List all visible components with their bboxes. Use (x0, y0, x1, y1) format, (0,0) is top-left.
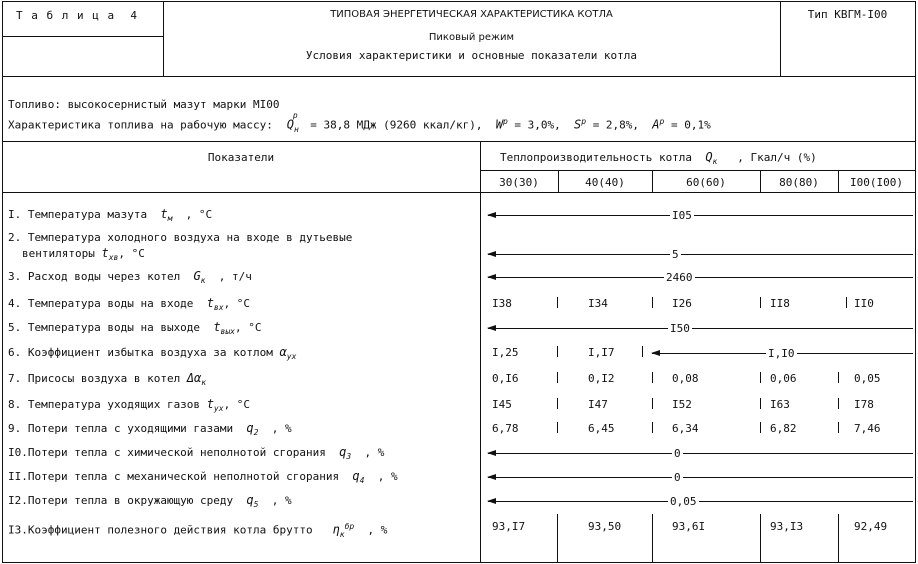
row-8-tick-4 (838, 398, 839, 409)
row-7-val-4: 0,06 (770, 372, 797, 385)
row-8-val-1: I45 (492, 398, 512, 411)
row-12-span-value: 0,05 (670, 495, 697, 508)
row-13-label: I3.Коэффициент полезного действия котла брутто $\eta_к^{бр}$ , % (8, 522, 388, 539)
row-13-val-1: 93,I7 (492, 520, 526, 533)
row-7-tick-2 (652, 372, 653, 383)
q-symbol: Q (279, 117, 294, 132)
row-4-val-4: II8 (770, 297, 790, 310)
row-6-tick-2 (642, 346, 643, 357)
row-5-span-value: I50 (670, 322, 690, 335)
row-5-label: 5. Температура воды на выходе $t_{вых}$, °С (8, 320, 262, 337)
row-7-val-3: 0,08 (672, 372, 699, 385)
row-9-tick-1 (557, 422, 558, 433)
row-13-val-3: 93,6I (672, 520, 706, 533)
row-9-val-1: 6,78 (492, 422, 519, 435)
row-4-tick-2 (652, 297, 653, 308)
row-1-label: I. Температура мазута $t_м$ , °С (8, 207, 213, 224)
border-loads-top (480, 170, 916, 171)
fuel-heat-value: = 38,8 МДж (9260 ккал/кг), (310, 118, 483, 132)
row-13-val-5: 92,49 (854, 520, 888, 533)
row-4-val-2: I34 (588, 297, 608, 310)
row-9-tick-3 (760, 422, 761, 433)
row-11-span-line (488, 477, 913, 478)
fuel-s-value: = 2,8%, (592, 118, 640, 132)
row-10-label: I0.Потери тепла с химической неполнотой сгорания $q_3$ , % (8, 445, 385, 462)
row-6-val-1: I,25 (492, 346, 519, 359)
column-divider-main (480, 141, 481, 562)
row-3-span-line (488, 277, 913, 278)
border-fuel-bottom (2, 141, 916, 142)
row-13-val-4: 93,I3 (770, 520, 804, 533)
row-4-val-1: I38 (492, 297, 512, 310)
row-7-val-1: 0,I6 (492, 372, 519, 385)
row-6-span-value: I,I0 (768, 347, 795, 360)
row-8-tick-3 (760, 398, 761, 409)
row-7-tick-1 (557, 372, 558, 383)
s-symbol: S (574, 117, 582, 132)
row-13-tick-4 (838, 514, 839, 562)
row-9-val-4: 6,82 (770, 422, 797, 435)
row-10-span-value: 0 (674, 447, 681, 460)
row-8-label: 8. Температура уходящих газов $t_{ух}$, °С (8, 397, 251, 414)
table-title: ТИПОВАЯ ЭНЕРГЕТИЧЕСКАЯ ХАРАКТЕРИСТИКА КОТЛА (330, 9, 613, 20)
row-12-label: I2.Потери тепла в окружающую среду $q_5$ , % (8, 493, 292, 510)
row-4-label: 4. Температура воды на входе $t_{вх}$, °С (8, 296, 251, 313)
row-4-val-5: II0 (854, 297, 874, 310)
row-9-tick-4 (838, 422, 839, 433)
row-2-label-cont: вентиляторы $t_{хв}$, °С (22, 246, 145, 263)
row-1-span-line (488, 215, 913, 216)
row-12-span-line (488, 501, 913, 502)
row-8-tick-1 (557, 398, 558, 409)
a-symbol: A (652, 117, 660, 132)
border-loads-bottom (2, 192, 916, 193)
load-col-1: 30(30) (499, 176, 539, 189)
row-8-val-3: I52 (672, 398, 692, 411)
row-1-span-value: I05 (672, 209, 692, 222)
table-label: Т а б л и ц а 4 (16, 9, 138, 22)
row-13-val-2: 93,50 (588, 520, 622, 533)
load-col-2: 40(40) (585, 176, 625, 189)
load-col-5: I00(I00) (850, 176, 903, 189)
row-11-span-value: 0 (674, 471, 681, 484)
capacity-header: Теплопроизводительность котла $Q_к$ , Гкал/ч (%) (500, 150, 817, 167)
fuel-a-value: = 0,1% (670, 118, 711, 132)
row-8-val-5: I78 (854, 398, 874, 411)
row-7-label: 7. Присосы воздуха в котел $\Delta\alpha_к$ (8, 371, 207, 388)
border-left (2, 1, 3, 563)
row-7-val-2: 0,I2 (588, 372, 615, 385)
row-9-val-5: 7,46 (854, 422, 881, 435)
row-10-span-line (488, 453, 913, 454)
row-4-val-3: I26 (672, 297, 692, 310)
row-8-val-2: I47 (588, 398, 608, 411)
row-8-val-4: I63 (770, 398, 790, 411)
table-subtitle: Пиковый режим (428, 32, 515, 43)
row-13-tick-3 (760, 514, 761, 562)
row-5-span-line (488, 328, 913, 329)
row-6-label: 6. Коэффициент избытка воздуха за котлом $\alpha_{ух}$ (8, 345, 297, 362)
row-7-tick-4 (838, 372, 839, 383)
table-conditions: Условия характеристики и основные показатели котла (305, 49, 638, 62)
row-4-tick-1 (557, 297, 558, 308)
fuel-line-1: Топливо: высокосернистый мазут марки МI00 (8, 98, 280, 111)
row-4-tick-3 (760, 297, 761, 308)
row-2-span-line (488, 254, 913, 255)
row-9-label: 9. Потери тепла с уходящими газами $q_2$ , % (8, 421, 292, 438)
w-symbol: W (495, 117, 503, 132)
border-right (915, 1, 916, 563)
row-13-tick-1 (557, 514, 558, 562)
row-9-val-3: 6,34 (672, 422, 699, 435)
q-k-symbol: Q (705, 150, 713, 164)
row-9-val-2: 6,45 (588, 422, 615, 435)
border-header-bottom (2, 76, 916, 77)
row-7-val-5: 0,05 (854, 372, 881, 385)
row-11-label: II.Потери тепла с механической неполнотой сгорания $q_4$ , % (8, 469, 398, 486)
fuel-characteristic-label: Характеристика топлива на рабочую массу: (8, 118, 273, 132)
load-col-3: 60(60) (686, 176, 726, 189)
row-4-tick-4 (846, 297, 847, 308)
row-6-tick-1 (557, 346, 558, 357)
row-3-span-value: 2460 (666, 271, 693, 284)
row-8-tick-2 (652, 398, 653, 409)
indicators-header: Показатели (207, 151, 275, 164)
row-2-span-value: 5 (672, 248, 679, 261)
row-3-label: 3. Расход воды через котел $G_к$ , т/ч (8, 269, 252, 286)
boiler-type: Тип КВГМ-I00 (807, 8, 888, 21)
table-label-underline (2, 36, 163, 37)
row-6-val-2: I,I7 (588, 346, 615, 359)
row-13-tick-2 (652, 514, 653, 562)
border-bottom (2, 562, 916, 563)
border-top (2, 1, 916, 2)
fuel-w-value: = 3,0%, (514, 118, 561, 132)
row-7-tick-3 (760, 372, 761, 383)
fuel-line-2: Характеристика топлива на рабочую массу: $Q_н^р = 38,8$ МДж (9260 ккал/кг), $W^р = 3,0\%$, $S^р = 2,8\%$, $A^р = 0,1\%$ (8, 111, 711, 134)
load-col-4: 80(80) (779, 176, 819, 189)
row-2-label: 2. Температура холодного воздуха на входе в дутьевые (8, 231, 353, 244)
row-9-tick-2 (652, 422, 653, 433)
